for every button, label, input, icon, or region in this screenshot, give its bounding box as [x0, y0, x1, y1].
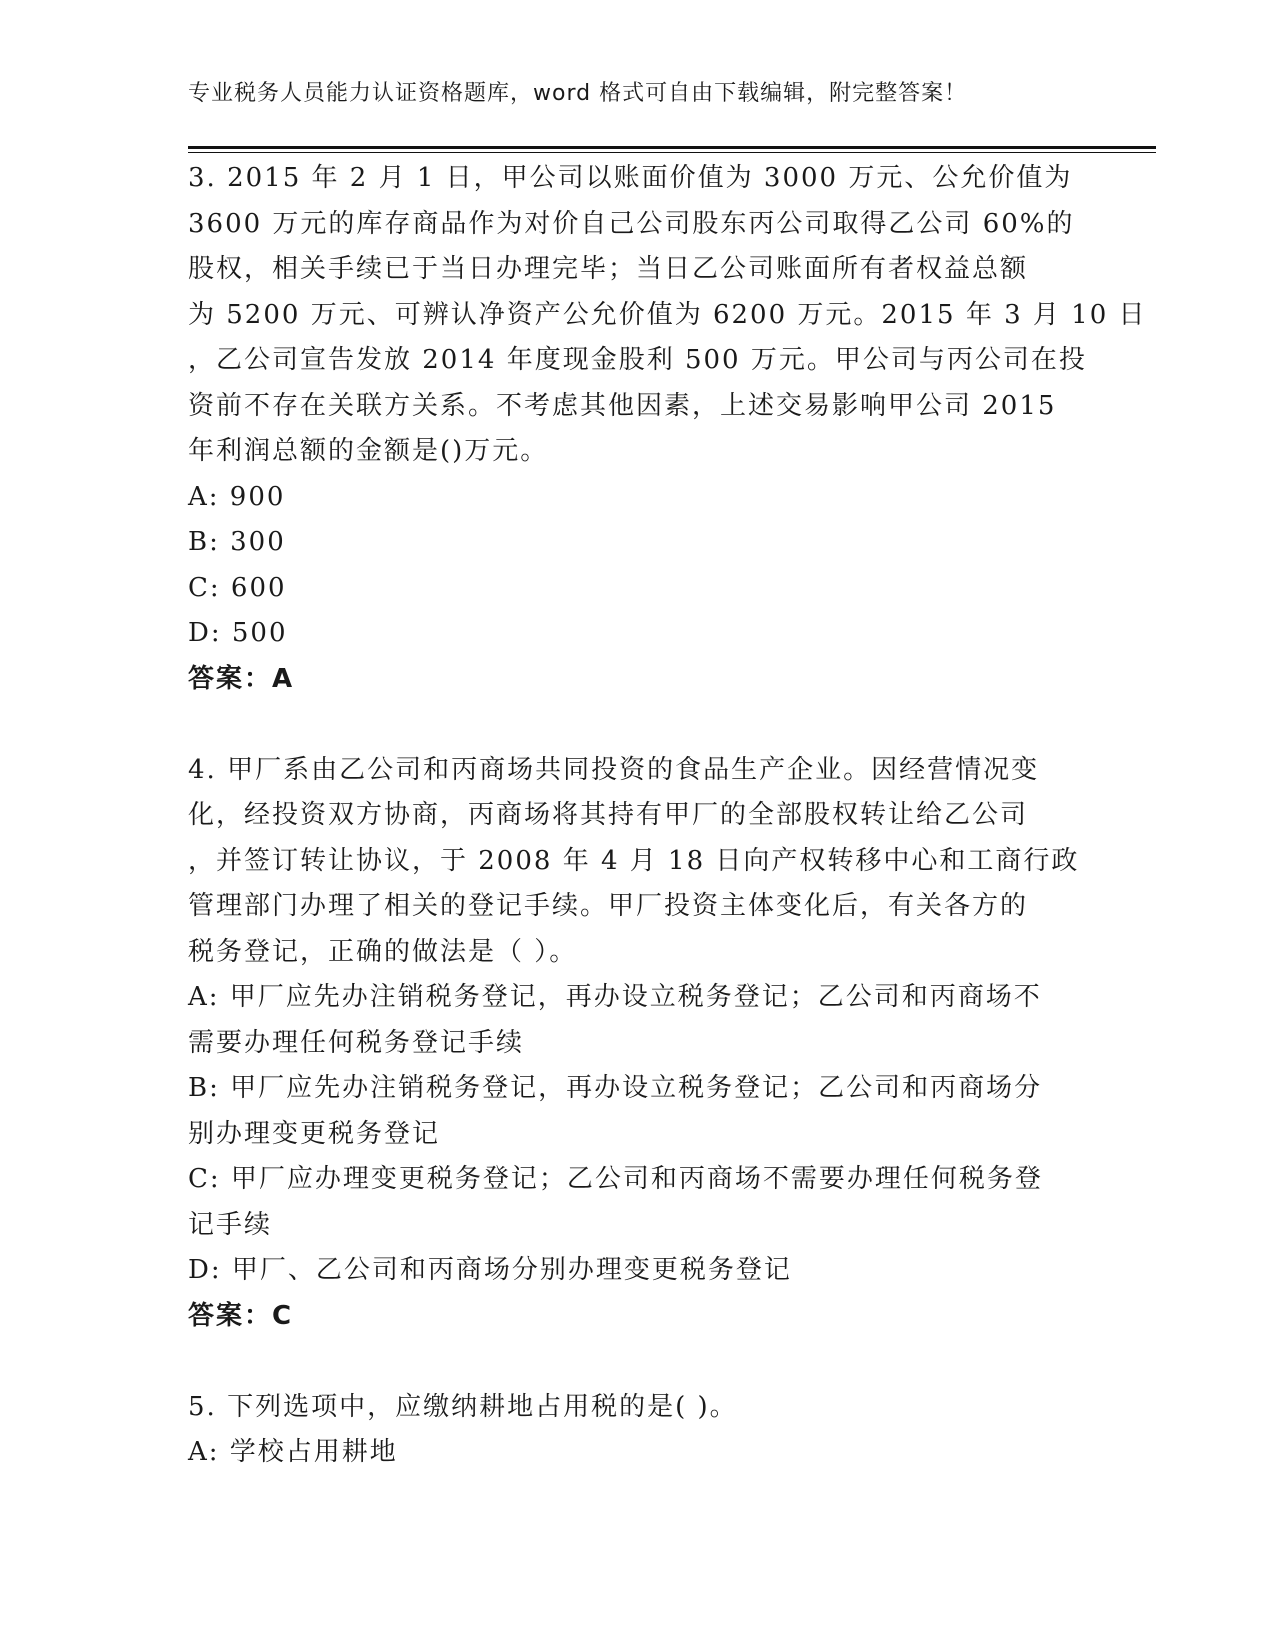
option-b: B: 300 [188, 527, 286, 557]
header-divider [188, 146, 1156, 149]
spacer [188, 1339, 1088, 1385]
question-text-line: 为 5200 万元、可辨认净资产公允价值为 6200 万元。2015 年 3 月 10 日 [188, 299, 1147, 330]
question-text-line: 5. 下列选项中，应缴纳耕地占用税的是( )。 [188, 1391, 738, 1422]
option-b: B: 甲厂应先办注销税务登记，再办设立税务登记；乙公司和丙商场分 [188, 1073, 1043, 1103]
question-text-line: 管理部门办理了相关的登记手续。甲厂投资主体变化后，有关各方的 [188, 891, 1029, 921]
option-c: C: 600 [188, 572, 287, 603]
question-text-line: 4. 甲厂系由乙公司和丙商场共同投资的食品生产企业。因经营情况变 [188, 754, 1040, 785]
header-divider-thin [188, 152, 1156, 153]
question-text-line: 税务登记，正确的做法是（ ）。 [188, 936, 578, 967]
question-text-line: 年利润总额的金额是()万元。 [188, 436, 549, 466]
option-a: A: 学校占用耕地 [188, 1437, 398, 1467]
question-text-line: 股权，相关手续已于当日办理完毕；当日乙公司账面所有者权益总额 [188, 254, 1029, 284]
question-text-line: ，并签订转让协议，于 2008 年 4 月 18 日向产权转移中心和工商行政 [188, 845, 1080, 876]
question-text-line: 3600 万元的库存商品作为对价自己公司股东丙公司取得乙公司 60%的 [188, 208, 1075, 239]
question-text-line: ，乙公司宣告发放 2014 年度现金股利 500 万元。甲公司与丙公司在投 [188, 345, 1087, 375]
spacer [188, 702, 1088, 748]
option-a: A: 甲厂应先办注销税务登记，再办设立税务登记；乙公司和丙商场不 [188, 982, 1042, 1012]
question-5 [188, 1385, 1088, 1476]
option-d: D: 甲厂、乙公司和丙商场分别办理变更税务登记 [188, 1255, 792, 1285]
question-3 [188, 156, 1147, 702]
option-a-continued: 需要办理任何税务登记手续 [188, 1027, 525, 1058]
option-a: A: 900 [188, 481, 286, 512]
option-b-continued: 别办理变更税务登记 [188, 1118, 441, 1149]
question-list [188, 156, 1147, 1476]
question-text-line: 化，经投资双方协商，丙商场将其持有甲厂的全部股权转让给乙公司 [188, 800, 1029, 830]
answer: 答案：C [188, 1300, 294, 1331]
option-d: D: 500 [188, 618, 288, 648]
option-c: C: 甲厂应办理变更税务登记；乙公司和丙商场不需要办理任何税务登 [188, 1164, 1043, 1194]
question-4 [188, 748, 1088, 1340]
question-text-line: 资前不存在关联方关系。不考虑其他因素，上述交易影响甲公司 2015 [188, 390, 1057, 421]
question-text-line: 3. 2015 年 2 月 1 日，甲公司以账面价值为 3000 万元、公允价值为 [188, 163, 1073, 193]
page-header: 专业税务人员能力认证资格题库，word 格式可自由下载编辑，附完整答案！ [188, 81, 968, 106]
answer: 答案：A [188, 663, 295, 694]
option-c-continued: 记手续 [188, 1209, 273, 1240]
